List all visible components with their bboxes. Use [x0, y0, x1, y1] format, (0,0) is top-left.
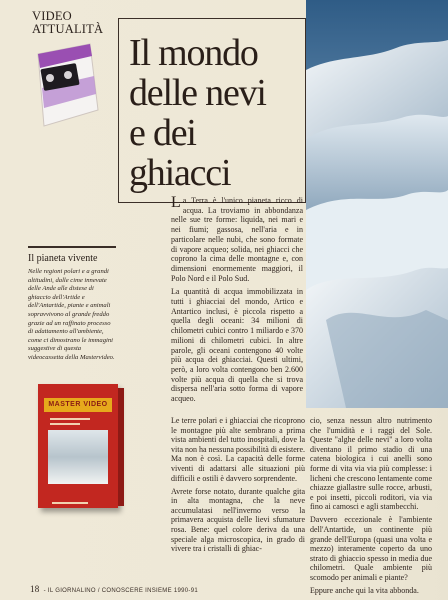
title-line-2: delle nevi — [129, 72, 266, 114]
article-paragraph: Davvero eccezionale è l'ambiente dell'Antartide, un continente più grande dell'Europa (quasi una volta e mezzo) interamente coperto da uno strato di ghiaccio spesso in media due chilometri. Quale ambiente più scomodo per animali e piante? — [310, 515, 432, 582]
article-column-1-lower — [171, 416, 305, 557]
article-paragraph: cio, senza nessun altro nutrimento che l'umidità e i raggi del Sole. Queste "alghe delle nevi" a loro volta diventano il primo stadio di una catena biologica i cui anelli sono forme di vita via via più complesse: i licheni che crescono lentamente come chiazze giallastre sulle rocce, arbusti, e poi insetti, piccoli roditori, via via fino ai camosci e agli stambecchi. — [310, 416, 432, 512]
cassette-line — [50, 423, 80, 425]
sidebar-rule — [28, 246, 116, 248]
sidebar-text: Nelle regioni polari e a grandi altitudini, dalle cime innevate delle Ande alle distese di ghiaccio dell'Artide e dell'Antartide, piante e animali sopravvivono al grande freddo grazie ad un raffinato processo di adattamento all'ambiente, come ci dimostrano le immagini suggestive di questa videocassetta della Mastervideo. — [28, 268, 115, 361]
footer-text: - IL GIORNALINO / CONOSCERE INSIEME 1990-91 — [43, 588, 198, 594]
article-paragraph: La Terra è l'unico pianeta ricco di acqua. La troviamo in abbondanza nelle sue tre forme: liquida, nei mari e nei fiumi; gassosa, nell'aria e in particolare nelle nubi, che sono formate di vapore acqueo; solida, nei ghiacci che coprono la cima delle montagne e, con dimensioni enormemente maggiori, il Polo Nord e il Polo Sud. — [171, 194, 303, 283]
article-column-1 — [171, 196, 303, 408]
title-line-3: e dei ghiacci — [129, 112, 231, 194]
cassette-line — [52, 502, 88, 504]
article-column-2 — [310, 416, 432, 599]
section-label-line-2: ATTUALITÀ — [32, 22, 104, 36]
article-paragraph: La quantità di acqua immobilizzata in tutti i ghiacciai del mondo, Artico e Antartico inclusi, è piccola rispetto a quella degli oceani: 34 milioni di chilometri cubici contro 1 miliardo e 370 milioni di chilometri cubici. In altre parole, gli oceani contengono 40 volte più acqua dei ghiacciai. Questi ultimi, però, a loro volta contengono ben 2.600 volte più acqua di quella che si trova dispersa nell'aria sotto forma di vapore acqueo. — [171, 287, 303, 404]
cassette-brand: MASTER VIDEO — [44, 398, 112, 412]
page-footer — [30, 584, 198, 594]
page-title — [129, 33, 305, 193]
drop-cap: L — [171, 194, 181, 211]
vhs-tape-icon — [28, 42, 100, 130]
article-paragraph: Eppure anche qui la vita abbonda. — [310, 586, 419, 596]
snow-landscape-photo — [306, 0, 448, 408]
cassette-line — [50, 418, 90, 420]
sidebar-box — [28, 246, 116, 363]
cassette-spine — [118, 388, 124, 506]
sidebar-title: Il pianeta vivente — [28, 253, 98, 264]
section-label — [32, 10, 102, 36]
article-paragraph: Le terre polari e i ghiacciai che ricoprono le montagne più alte sembrano a prima vista ambienti del tutto inospitali, dove la vita non ha nessuna possibilità di esistere. Ma non è così. La capacità delle forme viventi di adattarsi alle situazioni più difficili e ostili è davvero sorprendente. — [171, 416, 305, 483]
section-label-line-1: VIDEO — [32, 9, 72, 23]
article-paragraph: Avrete forse notato, durante qualche gita in alta montagna, che la neve accumulatasi nell'inverno verso la primavera acquista delle lievi sfumature rosa. Bene: quel colore deriva da una speciale alga microscopica, in grado di vivere tra i cristalli di ghiac- — [171, 486, 305, 554]
page-number: 18 — [30, 584, 40, 594]
cassette-cover-photo — [48, 430, 108, 484]
videocassette-image — [38, 384, 118, 508]
title-frame — [118, 18, 306, 203]
title-line-1: Il mondo — [129, 32, 258, 74]
